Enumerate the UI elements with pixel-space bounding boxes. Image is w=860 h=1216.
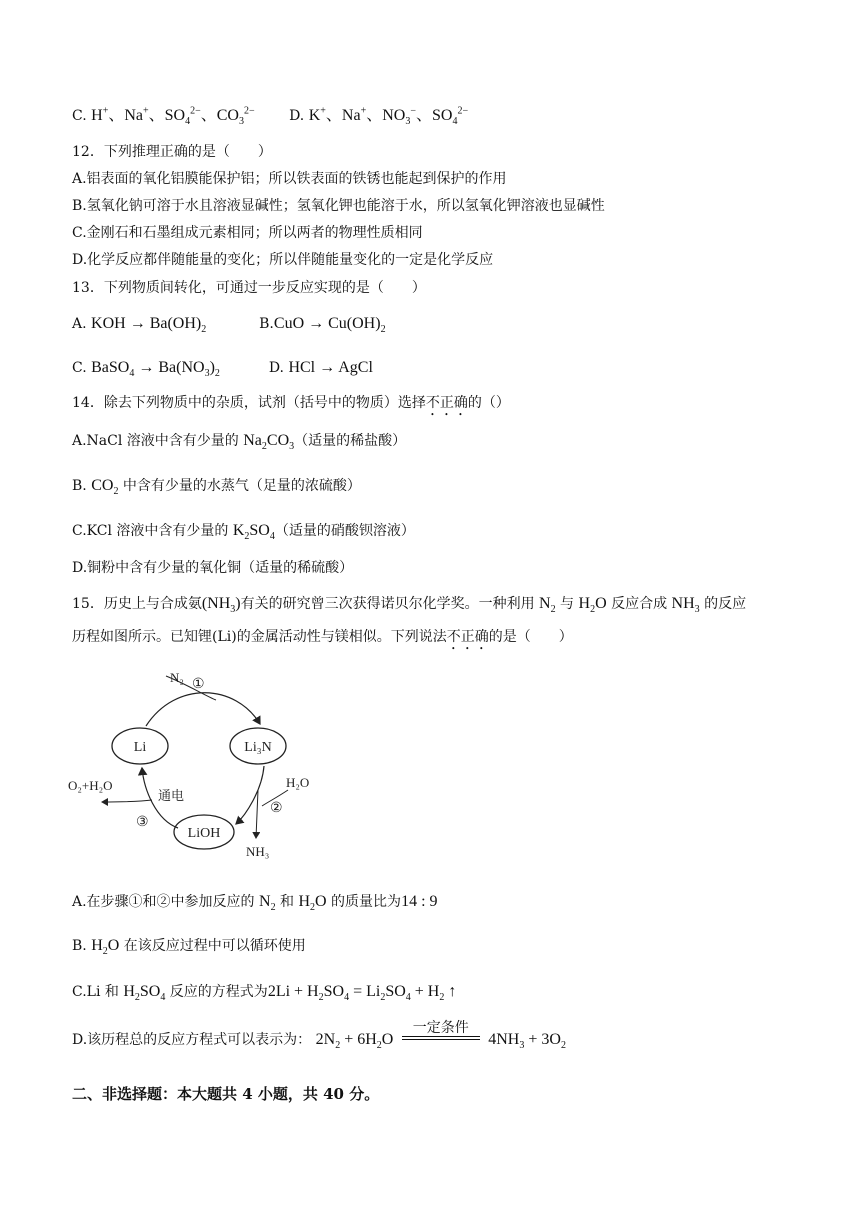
li-label: Li: [133, 740, 147, 755]
step1-label: ①: [192, 676, 205, 692]
q15-stem-line1: 15．历史上与合成氨$(NH_3)$有关的研究曾三次获得诺贝尔化学奖。一种利用 $N_2$ 与 $H_2O$ 反应合成 $NH_3$ 的反应: [72, 595, 747, 616]
h2o-label: H₂O: [286, 775, 310, 790]
q12-option-c: C.金刚石和石墨组成元素相同；所以两者的物理性质相同: [72, 225, 423, 241]
q15-stem-line2: 历程如图所示。已知锂(Li)的金属活动性与镁相似。下列说法不正确的是（ ）: [72, 629, 573, 645]
q11-d-label: D.: [289, 108, 305, 124]
step3-label: ③: [136, 814, 149, 830]
o2h2o-label: O₂+H₂O: [68, 778, 113, 793]
q15-option-b: B. $H_2O$ 在该反应过程中可以循环使用: [72, 937, 306, 958]
nh3-label: NH₃: [246, 844, 270, 859]
q13-d-formula: HCl → AgCl: [288, 359, 373, 376]
q11-c-formula: H+、Na+、$SO_4^{2-}$、$CO_3^{2-}$: [91, 105, 255, 128]
reaction-condition: 一定条件: [402, 1020, 480, 1040]
lioh-label: LiOH: [187, 826, 221, 841]
q15-option-d: D.该历程总的反应方程式可以表示为： $2N_2 + 6H_2O$ 一定条件 $4NH_3 + 3O_2$: [72, 1020, 566, 1052]
nh3-output-arrow: [256, 790, 258, 838]
q15-option-c: C.Li 和 $H_2SO_4$ 反应的方程式为$2Li + H_2SO_4 = Li_2SO_4 + H_2$ ↑: [72, 983, 457, 1004]
q15-emphasis: 不正确: [446, 629, 489, 645]
q12-option-d: D.化学反应都伴随能量的变化；所以伴随能量变化的一定是化学反应: [72, 252, 494, 268]
q14-stem: 14．除去下列物质中的杂质，试剂（括号中的物质）选择不正确的（）: [72, 395, 510, 411]
q15-option-a: A.在步骤①和②中参加反应的 $N_2$ 和 $H_2O$ 的质量比为14 : 9: [72, 893, 438, 914]
q14-option-c: C.KCl 溶液中含有少量的 $K_2SO_4$（适量的硝酸钡溶液）: [72, 522, 415, 543]
q13-a-label: A.: [72, 316, 87, 332]
q13-a-formula: KOH → $Ba(OH)_2$: [91, 315, 207, 336]
step2-arrow: [236, 766, 264, 824]
q11-options: [72, 106, 468, 126]
q14-option-b: B. $CO_2$ 中含有少量的水蒸气（足量的浓硫酸）: [72, 477, 361, 498]
section-heading: 二、非选择题：本大题共 4 小题，共 40 分。: [72, 1085, 380, 1103]
reaction-cycle-diagram: [66, 660, 336, 870]
q13-c-formula: BaSO$_4$ → $Ba(NO_3)_2$: [91, 359, 220, 380]
q13-c-label: C.: [72, 360, 87, 376]
q13-b-label: B.: [259, 316, 274, 332]
q11-c-label: C.: [72, 108, 87, 124]
li3n-label: Li₃N: [244, 740, 272, 755]
o2-output-arrow: [102, 800, 152, 802]
step1-arrow: [146, 693, 260, 726]
q13-options-cd: [72, 358, 373, 378]
q14-emphasis: 不正确: [425, 395, 468, 411]
n2-label: N₂: [170, 670, 184, 685]
q14-option-a: A.NaCl 溶液中含有少量的 $Na_2CO_3$（适量的稀盐酸）: [72, 432, 407, 453]
q13-b-formula: CuO → $Cu(OH)_2$: [273, 315, 386, 336]
q11-d-formula: K+、Na+、$NO_3^-$、$SO_4^{2-}$: [308, 105, 469, 128]
q13-d-label: D.: [268, 360, 284, 376]
q12-option-b: B.氢氧化钠可溶于水且溶液显碱性；氢氧化钾也能溶于水，所以氢氧化钾溶液也显碱性: [72, 198, 605, 214]
q14-option-d: D.铜粉中含有少量的氧化铜（适量的稀硫酸）: [72, 560, 354, 576]
electrolysis-label: 通电: [158, 789, 185, 804]
q12-stem: 12．下列推理正确的是（ ）: [72, 144, 272, 160]
step2-label: ②: [270, 800, 283, 816]
q13-stem: 13．下列物质间转化，可通过一步反应实现的是（ ）: [72, 280, 426, 296]
q13-options-ab: [72, 314, 386, 334]
q12-option-a: A.铝表面的氧化铝膜能保护铝；所以铁表面的铁锈也能起到保护的作用: [72, 171, 507, 187]
